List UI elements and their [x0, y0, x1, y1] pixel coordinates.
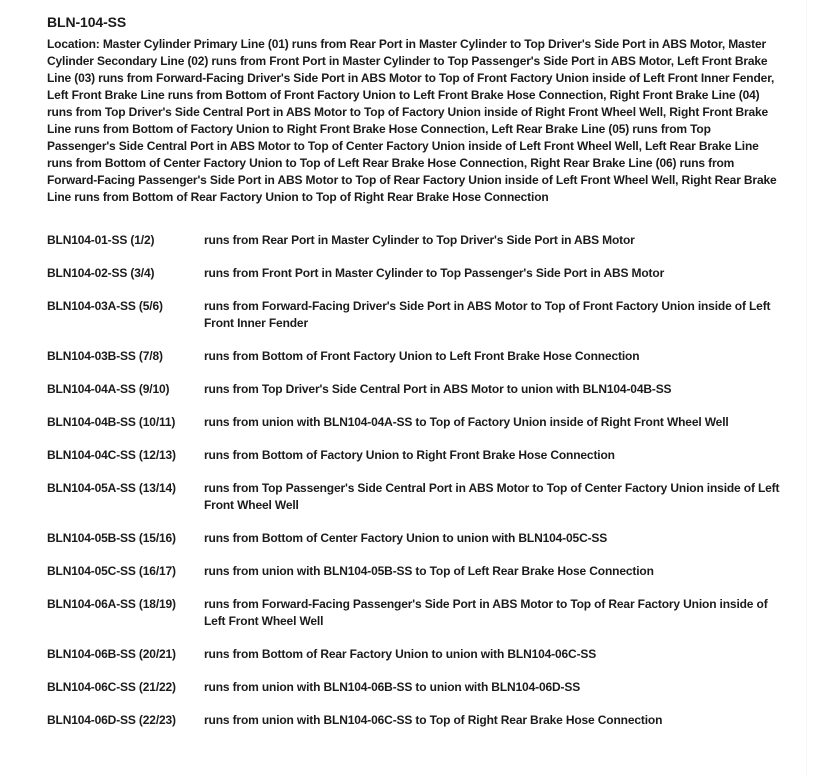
line-item-id: BLN104-04C-SS (12/13) [47, 448, 176, 462]
page-edge-line [806, 0, 807, 776]
line-item-row [47, 679, 782, 696]
line-item-list [47, 232, 782, 729]
line-item-description: runs from Forward-Facing Driver's Side Port in ABS Motor to Top of Front Factory Union inside of Left Front Inner Fender [204, 299, 771, 330]
line-item-description: runs from Bottom of Factory Union to Right Front Brake Hose Connection [204, 448, 615, 462]
location-paragraph: Location: Master Cylinder Primary Line (01) runs from Rear Port in Master Cylinder to Top Driver's Side Port in ABS Motor, Master Cylinder Secondary Line (02) runs from Front Port in Master Cylinder to Top Passenger's Side Port in ABS Motor, Left Front Brake Line (03) runs from Forward-Facing Driver's Side Port in ABS Motor to Top of Front Factory Union inside of Left Front Inner Fender, Left Front Brake Line runs from Bottom of Front Factory Union to Left Front Brake Hose Connection, Right Front Brake Line (04) runs from Top Driver's Side Central Port in ABS Motor to Top of Factory Union inside of Right Front Wheel Well, Right Front Brake Line runs from Bottom of Factory Union to Right Front Brake Hose Connection, Left Rear Brake Line (05) runs from Top Passenger's Side Central Port in ABS Motor to Top of Center Factory Union inside of Left Front Wheel Well, Left Rear Brake Line runs from Bottom of Center Factory Union to Top of Left Rear Brake Hose Connection, Right Rear Brake Line (06) runs from Forward-Facing Passenger's Side Port in ABS Motor to Top of Rear Factory Union inside of Left Front Wheel Well, Right Rear Brake Line runs from Bottom of Rear Factory Union to Top of Right Rear Brake Hose Connection [47, 37, 777, 204]
line-item-id: BLN104-06A-SS (18/19) [47, 597, 176, 611]
line-item-id: BLN104-06C-SS (21/22) [47, 680, 176, 694]
line-item-id: BLN104-05B-SS (15/16) [47, 531, 176, 545]
line-item-row [47, 480, 782, 514]
line-item-description: runs from Bottom of Rear Factory Union to union with BLN104-06C-SS [204, 647, 597, 661]
line-item-id: BLN104-03B-SS (7/8) [47, 349, 163, 363]
line-item-id: BLN104-06D-SS (22/23) [47, 713, 176, 727]
line-item-id: BLN104-03A-SS (5/6) [47, 299, 163, 313]
page-title: BLN-104-SS [47, 14, 127, 30]
line-item-row [47, 298, 782, 332]
line-item-id: BLN104-05C-SS (16/17) [47, 564, 176, 578]
line-item-id: BLN104-05A-SS (13/14) [47, 481, 176, 495]
line-item-description: runs from Front Port in Master Cylinder to Top Passenger's Side Port in ABS Motor [204, 266, 665, 280]
line-item-id: BLN104-02-SS (3/4) [47, 266, 155, 280]
line-item-row [47, 414, 782, 431]
line-item-row [47, 530, 782, 547]
line-item-id: BLN104-04A-SS (9/10) [47, 382, 170, 396]
line-item-description: runs from Rear Port in Master Cylinder to Top Driver's Side Port in ABS Motor [204, 233, 635, 247]
line-item-description: runs from Top Driver's Side Central Port in ABS Motor to union with BLN104-04B-SS [204, 382, 672, 396]
line-item-description: runs from Bottom of Front Factory Union to Left Front Brake Hose Connection [204, 349, 640, 363]
line-item-description: runs from union with BLN104-04A-SS to Top of Factory Union inside of Right Front Wheel Well [204, 415, 729, 429]
line-item-row [47, 646, 782, 663]
line-item-row [47, 596, 782, 630]
line-item-row [47, 712, 782, 729]
line-item-row [47, 381, 782, 398]
line-item-row [47, 348, 782, 365]
line-item-description: runs from Bottom of Center Factory Union to union with BLN104-05C-SS [204, 531, 608, 545]
line-item-row [47, 232, 782, 249]
line-item-description: runs from Top Passenger's Side Central Port in ABS Motor to Top of Center Factory Union inside of Left Front Wheel Well [204, 481, 780, 512]
line-item-row [47, 265, 782, 282]
line-item-description: runs from union with BLN104-05B-SS to Top of Left Rear Brake Hose Connection [204, 564, 654, 578]
line-item-description: runs from Forward-Facing Passenger's Side Port in ABS Motor to Top of Rear Factory Union inside of Left Front Wheel Well [204, 597, 768, 628]
line-item-id: BLN104-04B-SS (10/11) [47, 415, 176, 429]
line-item-id: BLN104-01-SS (1/2) [47, 233, 155, 247]
line-item-description: runs from union with BLN104-06B-SS to union with BLN104-06D-SS [204, 680, 581, 694]
line-item-description: runs from union with BLN104-06C-SS to Top of Right Rear Brake Hose Connection [204, 713, 663, 727]
line-item-row [47, 447, 782, 464]
line-item-row [47, 563, 782, 580]
line-item-id: BLN104-06B-SS (20/21) [47, 647, 176, 661]
